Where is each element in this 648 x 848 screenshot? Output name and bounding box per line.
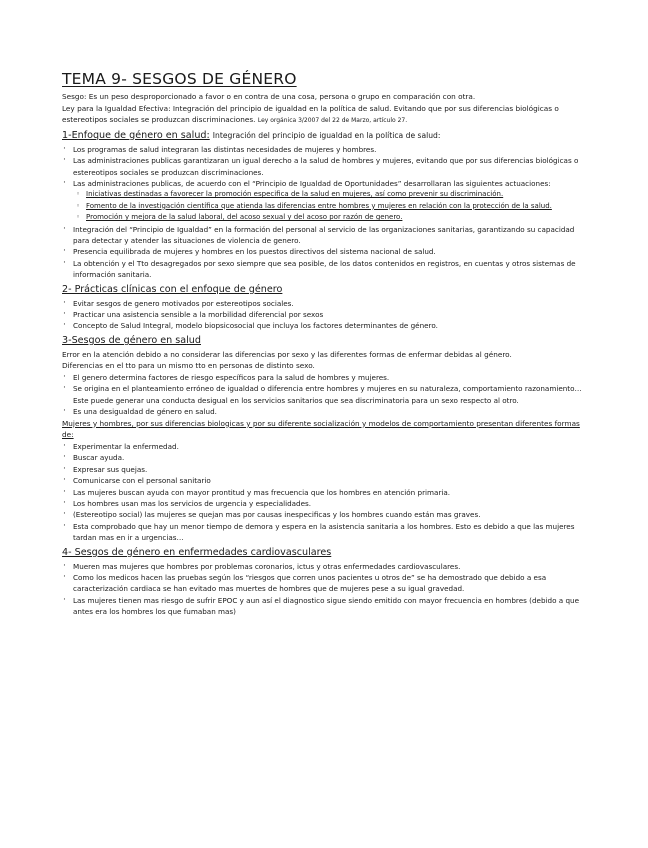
- list-item: · Concepto de Salud Integral, modelo biopsicosocial que incluya los factores determinantes de género.: [62, 320, 584, 331]
- intro-definition: Sesgo: Es un peso desproporcionado a favor o en contra de una cosa, persona o grupo en comparación con otra.: [62, 92, 476, 101]
- list-item: · (Estereotipo social) las mujeres se quejan mas por causas inespecificas y los hombres cuando están mas graves.: [62, 509, 584, 520]
- list-item: · Experimentar la enfermedad.: [62, 441, 584, 452]
- sub-list-item: ◦ Promoción y mejora de la salud laboral, del acoso sexual y del acoso por razón de genero.: [76, 212, 584, 223]
- section-3-heading: [62, 334, 584, 348]
- section-2-list: [62, 298, 584, 332]
- list-item: · Expresar sus quejas.: [62, 464, 584, 475]
- list-item: · Es una desigualdad de género en salud.: [62, 406, 584, 417]
- section-3-list: [62, 372, 584, 418]
- list-item: · Los hombres usan mas los servicios de urgencia y especialidades.: [62, 498, 584, 509]
- section-3-paragraph: Diferencias en el tto para un mismo tto en personas de distinto sexo.: [62, 361, 315, 371]
- section-1-heading: [62, 129, 584, 143]
- list-item: · Evitar sesgos de genero motivados por estereotipos sociales.: [62, 298, 584, 309]
- list-item: · La obtención y el Tto desagregados por sexo siempre que sea posible, de los datos contenidos en registros, en cuentas y otros sistemas de información sanitaria.: [62, 258, 584, 281]
- list-item: · Esta comprobado que hay un menor tiempo de demora y espera en la asistencia sanitaria a los hombres. Esto es debido a que las mujeres tardan mas en ir a urgencias…: [62, 521, 584, 544]
- section-4-heading: [62, 546, 584, 560]
- list-item: · Buscar ayuda.: [62, 452, 584, 463]
- document-title: TEMA 9- SESGOS DE GÉNERO: [62, 70, 297, 88]
- section-1-subtitle: Integración del principio de igualdad en la política de salud:: [212, 130, 441, 140]
- list-item: · Presencia equilibrada de mujeres y hombres en los puestos directivos del sistema nacional de salud.: [62, 246, 584, 257]
- intro-law-reference: Ley orgánica 3/2007 del 22 de Marzo, artículo 27.: [257, 117, 408, 125]
- intro-law-text: Ley para la Igualdad Efectiva: Integración del principio de igualdad en la política de salud. Evitando que por sus diferencias biológicas o estereotipos sociales se produzcan discriminaciones.: [62, 103, 559, 125]
- section-1-sublist: [62, 189, 584, 223]
- list-item: · Las administraciones publicas garantizaran un igual derecho a la salud de hombres y mujeres, evitando que por sus diferencias biológicas o estereotipos sociales se produzcan discriminaciones.: [62, 155, 584, 178]
- list-item: · Las mujeres buscan ayuda con mayor prontitud y mas frecuencia que los hombres en atención primaria.: [62, 487, 584, 498]
- list-item: · El genero determina factores de riesgo específicos para la salud de hombres y mujeres.: [62, 372, 584, 383]
- list-item: · Los programas de salud integraran las distintas necesidades de mujeres y hombres.: [62, 144, 584, 155]
- section-1-title: 1-Enfoque de género en salud:: [62, 129, 210, 141]
- section-3-title: 3-Sesgos de género en salud: [62, 334, 201, 346]
- section-2-heading: [62, 283, 584, 297]
- document-page: [62, 70, 584, 618]
- list-item: · Comunicarse con el personal sanitario: [62, 475, 584, 486]
- sub-list-item: ◦ Fomento de la investigación científica que atienda las diferencias entre hombres y mujeres en relación con la protección de la salud.: [76, 201, 584, 212]
- section-4-list: [62, 561, 584, 618]
- list-item: · Las mujeres tienen mas riesgo de sufrir EPOC y aun así el diagnostico sigue siendo emitido con mayor frecuencia en hombres (debido a que antes era los hombres los que fumaban mas): [62, 595, 584, 618]
- section-4-title: 4- Sesgos de género en enfermedades cardiovasculares: [62, 546, 332, 558]
- intro-law: [62, 103, 584, 127]
- list-item: · Mueren mas mujeres que hombres por problemas coronarios, ictus y otras enfermedades cardiovasculares.: [62, 561, 584, 572]
- section-2-title: 2- Prácticas clínicas con el enfoque de género: [62, 283, 283, 295]
- list-item: · Practicar una asistencia sensible a la morbilidad diferencial por sexos: [62, 309, 584, 320]
- section-3-paragraph: Error en la atención debido a no considerar las diferencias por sexo y las diferentes formas de enfermar debidas al género.: [62, 349, 512, 359]
- section-1-list: [62, 144, 584, 190]
- section-1-list-continued: [62, 224, 584, 281]
- section-3-list-2: [62, 441, 584, 544]
- list-item: · Las administraciones publicas, de acuerdo con el “Principio de Igualdad de Oportunidades” desarrollaran las siguientes actuaciones:: [62, 178, 584, 189]
- section-3-paragraph: Mujeres y hombres, por sus diferencias biologicas y por su diferente socialización y modelos de comportamiento presentan diferentes formas de:: [62, 418, 580, 440]
- sub-list-item: ◦ Iniciativas destinadas a favorecer la promoción especifica de la salud en mujeres, así como prevenir su discriminación.: [76, 189, 584, 200]
- list-item: · Integración del “Principio de Igualdad” en la formación del personal al servicio de las organizaciones sanitarias, garantizando su capacidad para detectar y atender las situaciones de violencia de genero.: [62, 224, 584, 247]
- list-item: · Como los medicos hacen las pruebas según los “riesgos que corren unos pacientes u otros de” se ha demostrado que debido a esa caracterización cardiaca se han evitado mas muertes de hombres que de mujeres pese a su igual gravedad.: [62, 572, 584, 595]
- list-item: · Se origina en el planteamiento erróneo de igualdad o diferencia entre hombres y mujeres en su naturaleza, comportamiento razonamiento… Este puede generar una conducta desigual en los servicios sanitarios que sea discriminatoria para un sexo respecto al otro.: [62, 383, 584, 406]
